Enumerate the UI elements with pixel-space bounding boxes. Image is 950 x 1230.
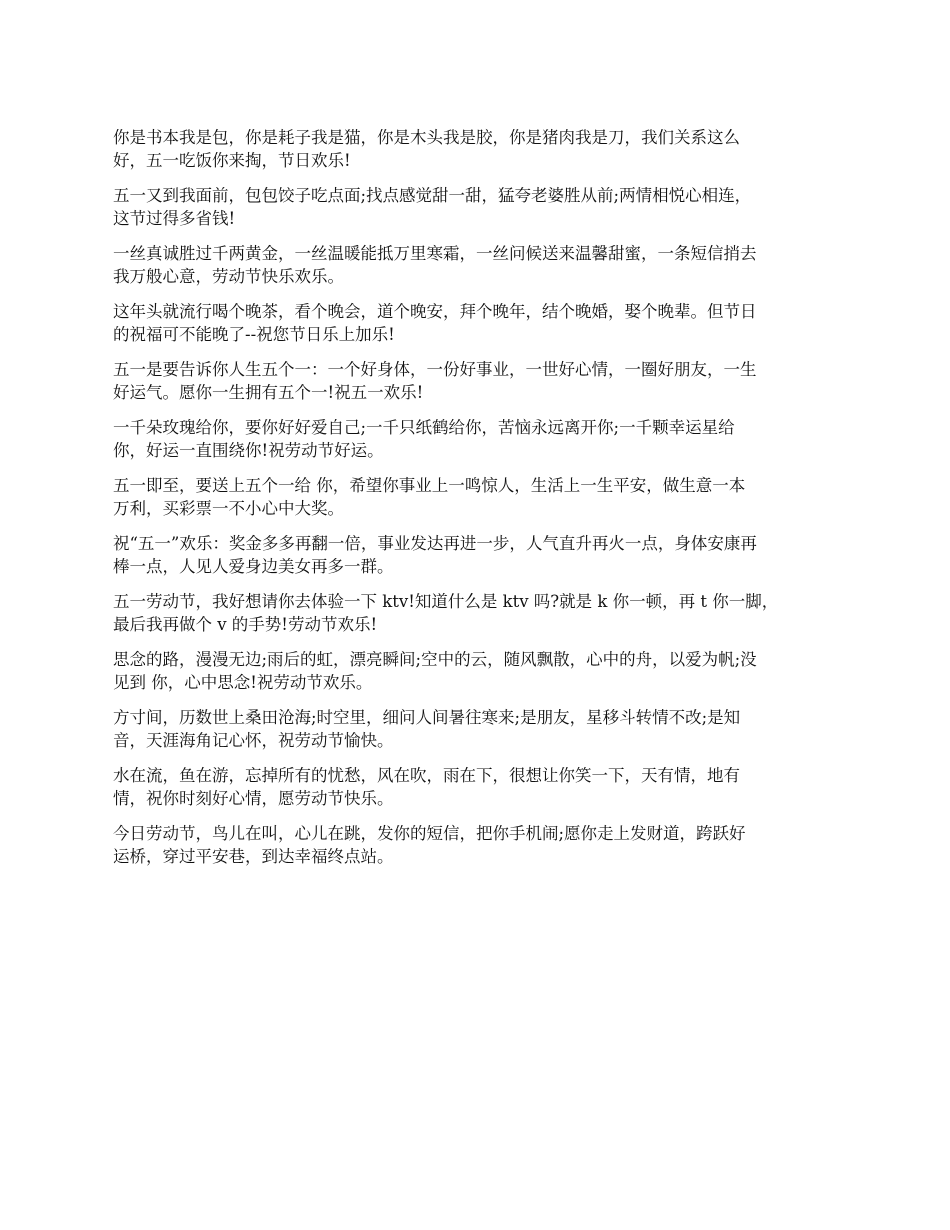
paragraph-5: 五一是要告诉你人生五个一：一个好身体，一份好事业，一世好心情，一圈好朋友，一生 好运气。愿你一生拥有五个一!祝五一欢乐! [113, 360, 757, 402]
paragraph-1: 你是书本我是包，你是耗子我是猫，你是木头我是胶，你是猪肉我是刀，我们关系这么 好，五一吃饭你来掏，节日欢乐! [113, 128, 740, 170]
paragraph-9: 五一劳动节，我好想请你去体验一下 ktv!知道什么是 ktv 吗?就是 k 你一顿，再 t 你一脚， 最后我再做个 v 的手势!劳动节欢乐! [113, 592, 779, 634]
paragraph-11: 方寸间，历数世上桑田沧海;时空里，细问人间暑往寒来;是朋友，星移斗转情不改;是知 音，天涯海角记心怀，祝劳动节愉快。 [113, 708, 741, 750]
paragraph-6: 一千朵玫瑰给你，要你好好爱自己;一千只纸鹤给你，苦恼永远离开你;一千颗幸运星给 你，好运一直围绕你!祝劳动节好运。 [113, 418, 735, 460]
paragraph-2: 五一又到我面前，包包饺子吃点面;找点感觉甜一甜，猛夸老婆胜从前;两情相悦心相连， 这节过得多省钱! [113, 186, 752, 228]
paragraph-8: 祝“五一”欢乐：奖金多多再翻一倍，事业发达再进一步，人气直升再火一点，身体安康再 棒一点，人见人爱身边美女再多一群。 [113, 534, 757, 576]
paragraph-3: 一丝真诚胜过千两黄金，一丝温暖能抵万里寒霜，一丝问候送来温馨甜蜜，一条短信捎去 我万般心意，劳动节快乐欢乐。 [113, 244, 757, 286]
paragraph-4: 这年头就流行喝个晚茶，看个晚会，道个晚安，拜个晚年，结个晚婚，娶个晚辈。但节日 的祝福可不能晚了--祝您节日乐上加乐! [113, 302, 757, 344]
paragraph-13: 今日劳动节，鸟儿在叫，心儿在跳，发你的短信，把你手机闹;愿你走上发财道，跨跃好 运桥，穿过平安巷，到达幸福终点站。 [113, 824, 746, 866]
paragraph-12: 水在流，鱼在游，忘掉所有的忧愁，风在吹，雨在下，很想让你笑一下，天有情，地有 情，祝你时刻好心情，愿劳动节快乐。 [113, 766, 740, 808]
document-body [113, 126, 840, 880]
paragraph-7: 五一即至，要送上五个一给 你，希望你事业上一鸣惊人，生活上一生平安，做生意一本 万利，买彩票一不小心中大奖。 [113, 476, 746, 518]
paragraph-10: 思念的路，漫漫无边;雨后的虹，漂亮瞬间;空中的云，随风飘散，心中的舟，以爱为帆;没 见到 你，心中思念!祝劳动节欢乐。 [113, 650, 757, 692]
